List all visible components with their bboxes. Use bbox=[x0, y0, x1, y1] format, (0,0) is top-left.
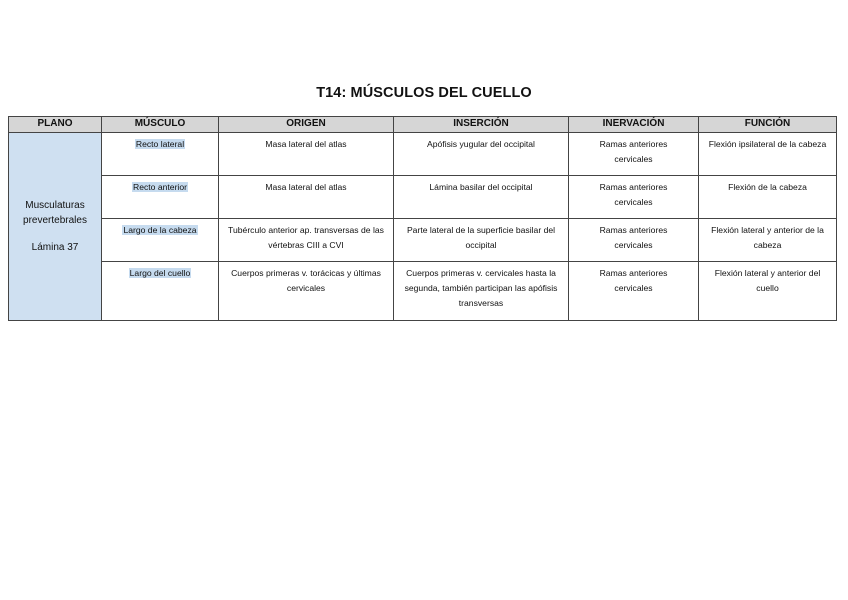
musculo-cell bbox=[102, 262, 219, 321]
inervacion-cell: Ramas anteriores cervicales bbox=[569, 176, 699, 219]
table-row bbox=[9, 133, 837, 176]
insercion-cell: Lámina basilar del occipital bbox=[394, 176, 569, 219]
insercion-cell: Parte lateral de la superficie basilar del occipital bbox=[394, 219, 569, 262]
header-insercion: INSERCIÓN bbox=[394, 117, 569, 133]
insercion-cell: Apófisis yugular del occipital bbox=[394, 133, 569, 176]
inervacion-cell: Ramas anteriores cervicales bbox=[569, 262, 699, 321]
header-origen: ORIGEN bbox=[219, 117, 394, 133]
origen-cell: Cuerpos primeras v. torácicas y últimas cervicales bbox=[219, 262, 394, 321]
origen-cell: Masa lateral del atlas bbox=[219, 133, 394, 176]
plano-line2: prevertebrales bbox=[23, 215, 87, 226]
funcion-cell: Flexión de la cabeza bbox=[699, 176, 837, 219]
musculo-name: Largo de la cabeza bbox=[123, 225, 197, 235]
plano-line3: Lámina 37 bbox=[31, 242, 79, 253]
origen-cell: Masa lateral del atlas bbox=[219, 176, 394, 219]
insercion-cell: Cuerpos primeras v. cervicales hasta la segunda, también participan las apófisis transversas bbox=[394, 262, 569, 321]
musculo-name: Recto anterior bbox=[133, 182, 187, 192]
header-plano: PLANO bbox=[9, 117, 102, 133]
inervacion-cell: Ramas anteriores cervicales bbox=[569, 133, 699, 176]
inervacion-cell: Ramas anteriores cervicales bbox=[569, 219, 699, 262]
page-title: T14: MÚSCULOS DEL CUELLO bbox=[316, 85, 532, 101]
header-musculo: MÚSCULO bbox=[102, 117, 219, 133]
plano-cell bbox=[9, 133, 102, 321]
origen-cell: Tubérculo anterior ap. transversas de las vértebras CIII a CVI bbox=[219, 219, 394, 262]
table-row bbox=[9, 219, 837, 262]
musculo-name: Largo del cuello bbox=[129, 268, 191, 278]
musculo-cell bbox=[102, 219, 219, 262]
header-funcion: FUNCIÓN bbox=[699, 117, 837, 133]
plano-line1: Musculaturas bbox=[25, 200, 85, 211]
header-inervacion: INERVACIÓN bbox=[569, 117, 699, 133]
muscles-table bbox=[8, 116, 837, 321]
funcion-cell: Flexión lateral y anterior del cuello bbox=[699, 262, 837, 321]
musculo-name: Recto lateral bbox=[135, 139, 185, 149]
funcion-cell: Flexión lateral y anterior de la cabeza bbox=[699, 219, 837, 262]
table-row bbox=[9, 262, 837, 321]
table-row bbox=[9, 176, 837, 219]
funcion-cell: Flexión ipsilateral de la cabeza bbox=[699, 133, 837, 176]
table-header-row bbox=[9, 117, 837, 133]
musculo-cell bbox=[102, 133, 219, 176]
musculo-cell bbox=[102, 176, 219, 219]
